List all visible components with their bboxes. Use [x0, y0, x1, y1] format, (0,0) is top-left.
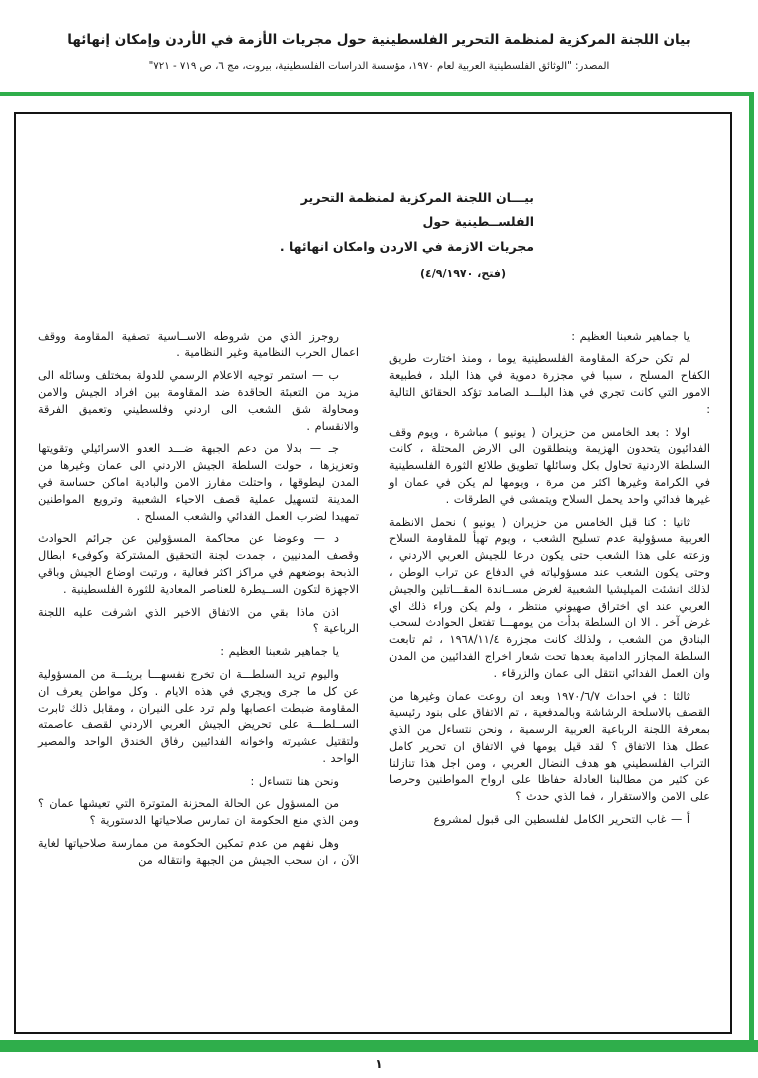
document-title-line2: مجريات الازمة في الاردن وامكان انهائها .: [279, 238, 534, 254]
source-line: المصدر: "الوثائق الفلسطينية العربية لعام ١٩٧٠، مؤسسة الدراسات الفلسطينية، بيروت، مج ٦، ص ٧١٩ - ٧٢١": [148, 61, 610, 72]
document-body-frame: [14, 112, 732, 1034]
paragraph: من المسؤول عن الحالة المحزنة المتوترة التي تعيشها عمان ؟ ومن الذي منع الحكومة ان تمارس صلاحياتها الدستورية ؟: [38, 797, 359, 828]
green-divider-right: [749, 92, 754, 1050]
page-number: ١: [375, 1056, 383, 1071]
paragraph: ثالثا : في احداث ١٩٧٠/٦/٧ وبعد ان روعت عمان وغيرها من القصف بالاسلحة الرشاشة وبالمدفعية ، تم الاتفاق على بنود رئيسية بمعرفة اللجنة الرباعية العربية الرسمية ، ونحن نتساءل من الذي عطل هذا الاتفاق ؟ لقد قيل يومها في الاتفاق ان تحرير كامل التراب الفلسطيني هو هدف النضال العربي ، ومن اجل هذا تنازلنا عن كثير من مطالبنا العادلة حفاظا على ارواح المواطنين وحرصا على الامن والاستقرار ، فما الذي حدث ؟: [389, 689, 710, 804]
header-title: بيان اللجنة المركزية لمنظمة التحرير الفلسطينية حول مجريات الأزمة في الأردن وإمكان إنهائها: [67, 32, 691, 48]
column-right: [389, 329, 710, 876]
document-title-line1: بيـــان اللجنة المركزية لمنظمة التحرير الفلســطينية حول: [300, 190, 534, 230]
paragraph: واليوم تريد السلطـــة ان تخرج نفسهـــا بريئـــة من المسؤولية عن كل ما جرى ويجري في هذه الايام . وكل مواطن يعرف ان المقاومة ضبطت اعصابها ولم ترد على النيران ، ومقابل ذلك ثابرت الســلطـــة على تحريض الجيش العربي الاردني لقصف عاصمته ولتقتيل عشيرته واخوانه الفدائيين رفاق الخندق الواحد والمصير الواحد .: [38, 667, 359, 765]
paragraph: اذن ماذا بقي من الاتفاق الاخير الذي اشرفت عليه اللجنة الرباعية ؟: [38, 605, 359, 636]
paragraph: ونحن هنا نتساءل :: [250, 774, 339, 788]
paragraph: د — وعوضا عن محاكمة المسؤولين عن جرائم الحوادث وقصف المدنيين ، جمدت لجنة التحقيق المشتركة وكوفىء ابطال الذبحة بوضعهم في مراكز اكثر فعالية ، ورتبت اوضاع الجيش وباقي الاجهزة لتكون الســيطرة للعناصر المعادية للثورة الفلسطينية .: [38, 532, 359, 596]
column-left: [38, 329, 359, 876]
paragraph: يا جماهير شعبنا العظيم :: [571, 329, 690, 343]
paragraph: وهل نفهم من عدم تمكين الحكومة من ممارسة صلاحياتها لغاية الآن ، ان سحب الجيش من الجبهة وانتقاله من: [38, 837, 359, 867]
paragraph: روجرز الذي من شروطه الاســاسية تصفية المقاومة ووقف اعمال الحرب النظامية وغير النظامية .: [38, 329, 359, 360]
document-title-block: [229, 186, 534, 285]
paragraph: يا جماهير شعبنا العظيم :: [220, 645, 339, 659]
green-divider-bottom: [0, 1040, 758, 1052]
green-divider-top: [0, 92, 752, 96]
paragraph: ب — استمر توجيه الاعلام الرسمي للدولة بمختلف وسائله الى مزيد من التعبئة الحاقدة ضد المقاومة بين افراد الجيش والامن ومحاولة شق الشعب الى اردني وفلسطيني وتعميق الفرقة والانقسام .: [38, 369, 359, 433]
paragraph: أ — غاب التحرير الكامل لفلسطين الى قبول لمشروع: [433, 813, 690, 827]
paragraph: جـ — بدلا من دعم الجبهة ضـــد العدو الاسرائيلي وتقويتها وتعزيزها ، حولت السلطة الجيش الاردني الى عمان وغيرها من المدن ليطوقها ، واحتلت مفارز الامن والبادية اماكن حساسة في المدينة لتسهيل عملية قصف الاحياء الشعبية وترويع المواطنين تمهيدا لضرب العمل الفدائي والشعب المسلح .: [38, 442, 359, 523]
paragraph: لم تكن حركة المقاومة الفلسطينية يوما ، ومنذ اختارت طريق الكفاح المسلح ، سببا في مجزرة دموية في هذا البلد ، فطبيعة الامور التي كانت تجري في هذا البلـــد الصامد تؤكد الحقائق التالية :: [389, 352, 710, 416]
paragraph: اولا : بعد الخامس من حزيران ( يونيو ) مباشرة ، ويوم وقف الفدائيون يتحدون الهزيمة وينطلقون الى الارض المحتلة ، كانت السلطة الاردنية تحاول بكل وسائلها تطويق طلائع الثورة الفلسطينية في الكرامة وغيرها اكثر من مرة ، ويومها لم يكن في عمان او غيرها فدائي واحد يحمل السلاح ويتمشى في الطرقات .: [389, 425, 710, 506]
paragraph: ثانيا : كنا قبل الخامس من حزيران ( يونيو ) نحمل الانظمة العربية مسؤولية عدم تسليح الشعب ، ويوم تهيأ للمقاومة السلاح وزعته على هذا الشعب حتى يكون درعا للجيش العربي الاردني ، وحتى يكون الشعب عند مسؤولياته في الدفاع عن تراب الوطن ، لذلك انشئت الميليشيا الشعبية لغرض مســاندة المقـــاتلين والجيش العربي عند اي اختراق صهيوني منتظر ، ولم يكن وراء ذلك اي غرض آخر . الا ان السلطة بدأت من يومهـــا تفتعل الحوادث لسحب البنادق من الشعب ، ولذلك كانت مجزرة ١٩٦٨/١١/٤ ، ثم تابعت السلطة المجازر الدامية بعدها تحت شعار اخراج الفدائيين من المدن وان العمل الفدائي انتقل الى عمان والزرقاء .: [389, 515, 710, 680]
document-date: (فتح، ٤/٩/١٩٧٠): [419, 267, 506, 281]
text-columns: [16, 329, 730, 876]
